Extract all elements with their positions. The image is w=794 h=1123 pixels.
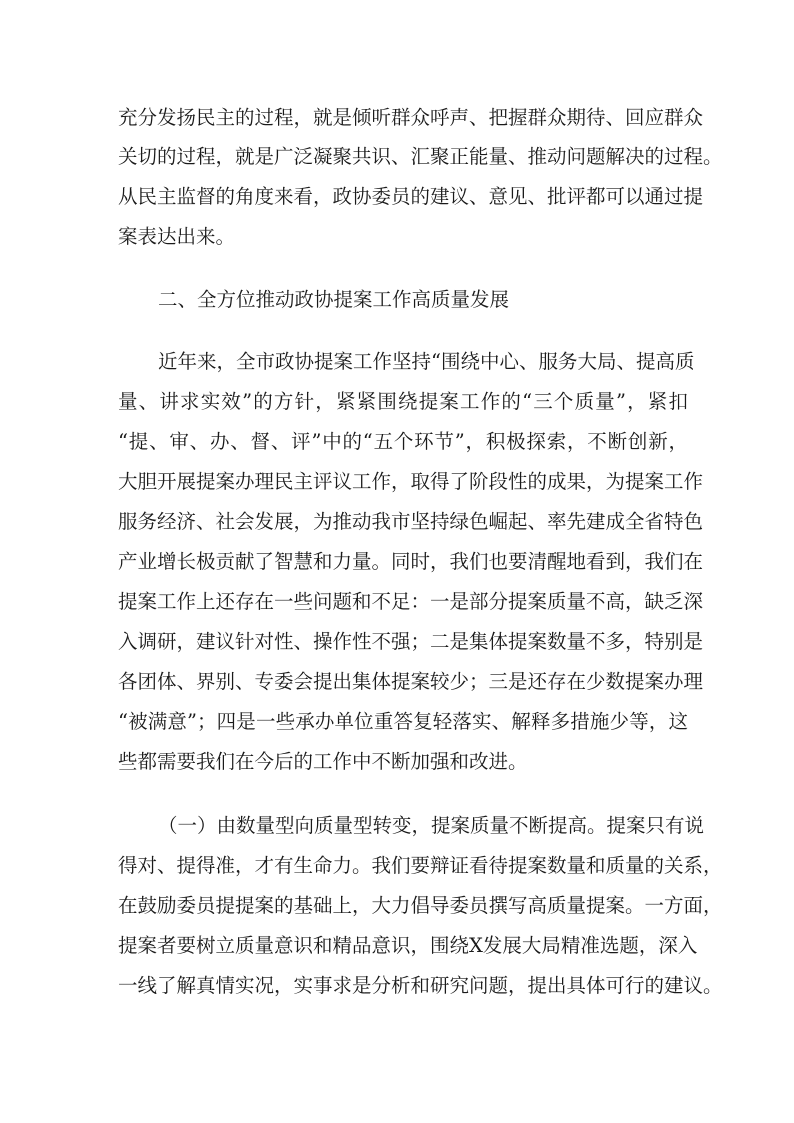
paragraph-3-line: 得对、提得准，才有生命力。我们要辩证看待提案数量和质量的关系， — [118, 854, 723, 877]
paragraph-3-line: 在鼓励委员提提案的基础上，大力倡导委员撰写高质量提案。一方面， — [118, 894, 723, 917]
paragraph-2-line: 产业增长极贡献了智慧和力量。同时，我们也要清醒地看到，我们在 — [118, 550, 704, 573]
paragraph-1-line: 案表达出来。 — [118, 225, 236, 248]
paragraph-2-line: 大胆开展提案办理民主评议工作，取得了阶段性的成果，为提案工作 — [118, 470, 704, 493]
section-heading: 二、全方位推动政协提案工作高质量发展 — [158, 288, 510, 311]
paragraph-2-line: 入调研，建议针对性、操作性不强；二是集体提案数量不多，特别是 — [118, 630, 704, 653]
paragraph-2-line: 各团体、界别、专委会提出集体提案较少；三是还存在少数提案办理 — [118, 670, 704, 693]
paragraph-1-line: 从民主监督的角度来看，政协委员的建议、意见、批评都可以通过提 — [118, 185, 704, 208]
paragraph-1-line: 关切的过程，就是广泛凝聚共识、汇聚正能量、推动问题解决的过程。 — [118, 145, 723, 168]
paragraph-2-line: “提、审、办、督、评”中的“五个环节”，积极探索，不断创新， — [118, 430, 688, 453]
paragraph-1-line: 充分发扬民主的过程，就是倾听群众呼声、把握群众期待、回应群众 — [118, 106, 704, 129]
paragraph-2-line: 服务经济、社会发展，为推动我市坚持绿色崛起、率先建成全省特色 — [118, 510, 704, 533]
paragraph-2-line: “被满意”；四是一些承办单位重答复轻落实、解释多措施少等，这 — [118, 710, 688, 733]
paragraph-2-line: 些都需要我们在今后的工作中不断加强和改进。 — [118, 750, 528, 773]
paragraph-2-line: 近年来，全市政协提案工作坚持“围绕中心、服务大局、提高质 — [158, 350, 695, 373]
paragraph-2-line: 量、讲求实效”的方针，紧紧围绕提案工作的“三个质量”，紧扣 — [118, 390, 688, 413]
paragraph-3-line: 提案者要树立质量意识和精品意识，围绕X发展大局精准选题，深入 — [118, 934, 698, 957]
paragraph-3-line: 一线了解真情实况，实事求是分析和研究问题，提出具体可行的建议。 — [118, 974, 723, 997]
paragraph-2-line: 提案工作上还存在一些问题和不足：一是部分提案质量不高，缺乏深 — [118, 590, 704, 613]
paragraph-3-line: （一）由数量型向质量型转变，提案质量不断提高。提案只有说 — [158, 814, 705, 837]
